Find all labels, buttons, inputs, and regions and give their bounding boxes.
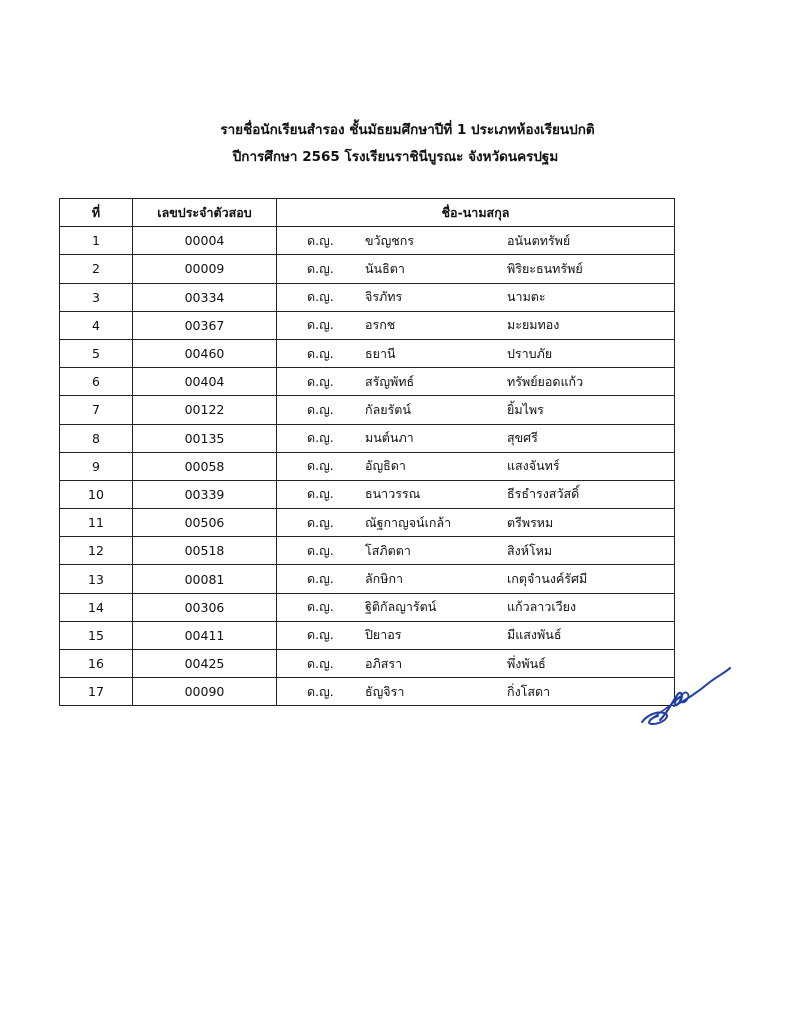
table-row <box>60 621 675 649</box>
name-prefix: ด.ญ. <box>307 514 334 530</box>
first-name: ลักษิกา <box>365 571 404 587</box>
name-prefix: ด.ญ. <box>307 655 334 671</box>
table-header-row <box>60 199 675 227</box>
first-name: อัญธิดา <box>365 458 406 474</box>
row-number: 1 <box>60 227 133 255</box>
exam-id-cell: 00334 <box>133 283 277 311</box>
last-name: แก้วลาวเวียง <box>507 599 577 615</box>
last-name: ยิ้มไพร <box>507 401 544 417</box>
first-name: มนต์นภา <box>365 430 414 446</box>
first-name: ธัญจิรา <box>365 683 405 699</box>
header-no: ที่ <box>60 199 133 227</box>
name-prefix: ด.ญ. <box>307 542 334 558</box>
row-number: 5 <box>60 339 133 367</box>
last-name: เกตุจำนงค์รัศมี <box>507 571 588 587</box>
name-prefix: ด.ญ. <box>307 458 334 474</box>
table-row <box>60 424 675 452</box>
first-name: กัลยรัตน์ <box>365 401 411 417</box>
first-name: ฐิติกัลญารัตน์ <box>365 599 437 615</box>
first-name: จิรภัทร <box>365 289 403 305</box>
exam-id-cell: 00404 <box>133 368 277 396</box>
name-prefix: ด.ญ. <box>307 430 334 446</box>
exam-id-cell: 00090 <box>133 678 277 706</box>
name-prefix: ด.ญ. <box>307 345 334 361</box>
first-name: สรัญพัทธ์ <box>365 373 415 389</box>
full-name-cell <box>277 480 675 508</box>
full-name-cell <box>277 593 675 621</box>
name-prefix: ด.ญ. <box>307 571 334 587</box>
table-body <box>60 227 675 706</box>
exam-id-cell: 00081 <box>133 565 277 593</box>
last-name: แสงจันทร์ <box>507 458 560 474</box>
table-row <box>60 565 675 593</box>
signature-image <box>638 664 734 730</box>
full-name-cell <box>277 311 675 339</box>
table-row <box>60 255 675 283</box>
header-exam-id: เลขประจำตัวสอบ <box>133 199 277 227</box>
full-name-cell <box>277 537 675 565</box>
exam-id-cell: 00058 <box>133 452 277 480</box>
full-name-cell <box>277 678 675 706</box>
row-number: 12 <box>60 537 133 565</box>
table-row <box>60 452 675 480</box>
row-number: 3 <box>60 283 133 311</box>
first-name: อภิสรา <box>365 655 403 671</box>
row-number: 10 <box>60 480 133 508</box>
exam-id-cell: 00306 <box>133 593 277 621</box>
table-row <box>60 509 675 537</box>
last-name: พึ่งพันธ์ <box>507 655 546 671</box>
full-name-cell <box>277 368 675 396</box>
full-name-cell <box>277 452 675 480</box>
first-name: อรกช <box>365 317 396 333</box>
name-prefix: ด.ญ. <box>307 486 334 502</box>
full-name-cell <box>277 227 675 255</box>
last-name: ธีรธำรงสวัสดิ์ <box>507 486 580 502</box>
name-prefix: ด.ญ. <box>307 627 334 643</box>
last-name: ทรัพย์ยอดแก้ว <box>507 373 584 389</box>
row-number: 2 <box>60 255 133 283</box>
last-name: อนันตทรัพย์ <box>507 232 571 248</box>
full-name-cell <box>277 424 675 452</box>
table-row <box>60 678 675 706</box>
last-name: ปราบภัย <box>507 345 553 361</box>
row-number: 9 <box>60 452 133 480</box>
last-name: มีแสงพันธ์ <box>507 627 562 643</box>
first-name: ปิยาอร <box>365 627 402 643</box>
table-row <box>60 650 675 678</box>
exam-id-cell: 00339 <box>133 480 277 508</box>
last-name: กิ่งโสดา <box>507 683 551 699</box>
last-name: ตรีพรหม <box>507 514 554 530</box>
exam-id-cell: 00122 <box>133 396 277 424</box>
row-number: 8 <box>60 424 133 452</box>
table-row <box>60 593 675 621</box>
first-name: ขวัญชกร <box>365 232 414 248</box>
first-name: โสภิตตา <box>365 542 411 558</box>
table-row <box>60 537 675 565</box>
student-roster-table <box>59 198 675 706</box>
full-name-cell <box>277 621 675 649</box>
row-number: 14 <box>60 593 133 621</box>
full-name-cell <box>277 565 675 593</box>
exam-id-cell: 00425 <box>133 650 277 678</box>
first-name: นันธิตา <box>365 260 405 276</box>
first-name: ณัฐกาญจน์เกล้า <box>365 514 452 530</box>
last-name: มะยมทอง <box>507 317 560 333</box>
row-number: 11 <box>60 509 133 537</box>
document-title: รายชื่อนักเรียนสำรอง ชั้นมัธยมศึกษาปีที่ 1 ประเภทห้องเรียนปกติ <box>220 122 595 138</box>
name-prefix: ด.ญ. <box>307 599 334 615</box>
name-prefix: ด.ญ. <box>307 260 334 276</box>
table-row <box>60 396 675 424</box>
exam-id-cell: 00135 <box>133 424 277 452</box>
header-full-name: ชื่อ-นามสกุล <box>277 199 675 227</box>
name-prefix: ด.ญ. <box>307 289 334 305</box>
exam-id-cell: 00367 <box>133 311 277 339</box>
name-prefix: ด.ญ. <box>307 317 334 333</box>
last-name: นามตะ <box>507 289 546 305</box>
last-name: พิริยะธนทรัพย์ <box>507 260 583 276</box>
full-name-cell <box>277 396 675 424</box>
full-name-cell <box>277 283 675 311</box>
name-prefix: ด.ญ. <box>307 683 334 699</box>
first-name: ธยานี <box>365 345 396 361</box>
name-prefix: ด.ญ. <box>307 232 334 248</box>
exam-id-cell: 00004 <box>133 227 277 255</box>
exam-id-cell: 00411 <box>133 621 277 649</box>
table-row <box>60 368 675 396</box>
row-number: 4 <box>60 311 133 339</box>
table-row <box>60 283 675 311</box>
document-subtitle: ปีการศึกษา 2565 โรงเรียนราชินีบูรณะ จังหวัดนครปฐม <box>232 149 559 165</box>
name-prefix: ด.ญ. <box>307 373 334 389</box>
full-name-cell <box>277 255 675 283</box>
name-prefix: ด.ญ. <box>307 401 334 417</box>
exam-id-cell: 00506 <box>133 509 277 537</box>
last-name: สุขศรี <box>507 430 538 446</box>
exam-id-cell: 00518 <box>133 537 277 565</box>
table-row <box>60 480 675 508</box>
row-number: 15 <box>60 621 133 649</box>
full-name-cell <box>277 650 675 678</box>
table-row <box>60 339 675 367</box>
row-number: 17 <box>60 678 133 706</box>
row-number: 13 <box>60 565 133 593</box>
first-name: ธนาวรรณ <box>365 486 421 502</box>
row-number: 16 <box>60 650 133 678</box>
last-name: สิงห์โหม <box>507 542 553 558</box>
full-name-cell <box>277 509 675 537</box>
table-row <box>60 311 675 339</box>
exam-id-cell: 00009 <box>133 255 277 283</box>
row-number: 7 <box>60 396 133 424</box>
full-name-cell <box>277 339 675 367</box>
row-number: 6 <box>60 368 133 396</box>
exam-id-cell: 00460 <box>133 339 277 367</box>
table-row <box>60 227 675 255</box>
